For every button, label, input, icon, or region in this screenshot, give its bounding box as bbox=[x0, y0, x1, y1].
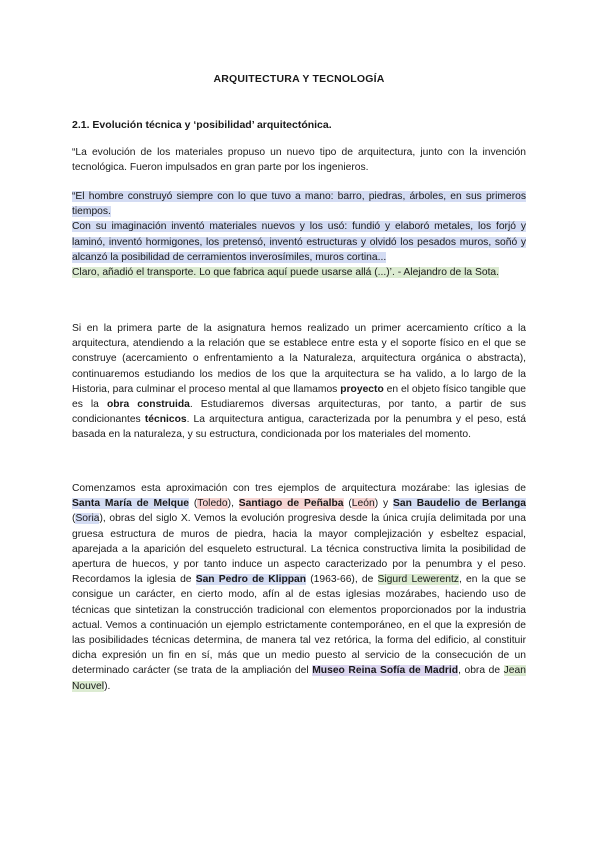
p3-text-a: Comenzamos esta aproximación con tres ejemplos de arquitectura mozárabe: las iglesias de bbox=[72, 483, 526, 494]
body-paragraph-2 bbox=[72, 321, 526, 443]
church-san-baudelio: San Baudelio de Berlanga bbox=[393, 498, 527, 510]
quote-line-1: “El hombre construyó siempre con lo que tuvo a mano: barro, piedras, árboles, en sus primeros tiempos. bbox=[72, 191, 526, 218]
p3-text-f: ). bbox=[104, 680, 111, 692]
place-leon: León bbox=[351, 498, 375, 510]
p2-term-obra: obra construida bbox=[106, 399, 190, 411]
quote-line-3: Claro, añadió el transporte. Lo que fabrica aquí puede usarse allá (...)’. - bbox=[72, 267, 404, 279]
church-klippan: San Pedro de Klippan bbox=[195, 574, 307, 586]
quote-block bbox=[72, 189, 526, 280]
architect-lewerentz: Sigurd Lewerentz bbox=[377, 574, 459, 586]
p2-text-e: . Estudiaremos diversas arquitecturas, por tanto, a partir de sus condicionantes bbox=[72, 399, 526, 426]
body-paragraph-3: Comenzamos esta aproximación con tres ejemplos de arquitectura mozárabe: las iglesias de Santa María de Melque (Toledo), Santiago de Peñalba (León) y San Baudelio de Berlanga (Soria), obras del siglo X. Vemos la evolución progresiva desde la única crujía delimitada por una gruesa estructura de muros de piedra, hacia la mayor complejización y esbeltez espacial, aparejada a la aparición del esqueleto estructural. La técnica constructiva limita la posibilidad de apertura de huecos, y por tanto induce un aspecto caracterizado por la penumbra y el peso. Recordamos la iglesia de San Pedro de Klippan (1963-66), de Sigurd Lewerentz, en la que se consigue un carácter, en cierto modo, afín al de estas iglesias mozárabes, haciendo uso de técnicas que sintetizan la construcción tradicional con elementos proporcionados por la industria actual. Vemos a continuación un ejemplo estrictamente contemporáneo, en el que la expresión de las posibilidades técnicas determina, de manera tal vez retórica, la forma del edificio, al constituir dicha expresión un fin en sí, más que un medio puesto al servicio de la consecución de un determinado carácter (se trata de la ampliación del Museo Reina Sofía de Madrid, obra de Jean Nouvel). bbox=[72, 483, 527, 692]
p2-term-proyecto: proyecto bbox=[340, 383, 384, 395]
p3-text-e: , obra de bbox=[458, 665, 504, 677]
p2-text-c: en el objeto físico tangible que es la bbox=[72, 383, 526, 411]
document-title: ARQUITECTURA Y TECNOLOGÍA bbox=[213, 73, 385, 85]
p2-term-tecnicos: técnicos bbox=[144, 414, 187, 426]
place-soria: Soria bbox=[75, 513, 100, 525]
church-santiago: Santiago de Peñalba bbox=[238, 498, 344, 510]
quote-line-2: Con su imaginación inventó materiales nuevos y los usó: fundió y elaboró metales, los forjó y laminó, inventó hormigones, los pretensó, inventó estructuras y olvidó los pesados muros, soñó y alcanzó la posibilidad de cerramientos inverosímiles, muros cortina... bbox=[72, 221, 526, 263]
place-toledo: Toledo bbox=[197, 498, 228, 510]
museum-reina-sofia: Museo Reina Sofía de Madrid bbox=[312, 665, 459, 677]
p3-text-d: , en la que se consigue un carácter, en cierto modo, afín al de estas iglesias mozárabes, haciendo uso de técnicas que sintetizan la construcción tradicional con elementos proporcionados por la industria actual. Vemos a continuación un ejemplo estrictamente contemporáneo, en el que la expresión de las posibilidades técnicas determina, de manera tal vez retórica, la forma del edificio, al constituir dicha expresión un fin en sí, más que un medio puesto al servicio de la consecución de un determinado carácter (se trata de la ampliación del bbox=[72, 574, 527, 677]
section-heading: 2.1. Evolución técnica y ‘posibilidad’ arquitectónica. bbox=[72, 119, 332, 131]
p3-text-b: , obras del siglo X. Vemos la evolución progresiva desde la única crujía delimitada por una gruesa estructura de muros de piedra, hacia la mayor complejización y esbeltez espacial, aparejada a la aparición del esqueleto estructural. La técnica constructiva limita la posibilidad de apertura de huecos, y por tanto induce un aspecto caracterizado por la penumbra y el peso. Recordamos la iglesia de bbox=[72, 513, 526, 586]
p2-text-a: Si en la primera parte de la asignatura hemos realizado un primer acercamiento crítico a la arquitectura, atendiendo a la relación que se establece entre esta y el soporte físico en el que se construye (acercamiento o enfrentamiento a la Naturaleza, arquitectura orgánica o abstracta), continuaremos estudiando los medios de los que la arquitectura se ha valido, a lo largo de la Historia, para culminar el proceso mental al que llamamos bbox=[72, 323, 526, 395]
intro-paragraph: “La evolución de los materiales propuso un nuevo tipo de arquitectura, junto con la invención tecnológica. Fueron impulsados en gran parte por los ingenieros. bbox=[72, 147, 526, 174]
p2-text-g: . La arquitectura antigua, caracterizada por la penumbra y el peso, está basada en la naturaleza, y su estructura, condicionada por los materiales del momento. bbox=[72, 414, 526, 441]
p3-text-c: (1963-66), de bbox=[306, 574, 378, 586]
church-santa-maria: Santa María de Melque bbox=[72, 498, 189, 510]
quote-author: Alejandro de la Sota. bbox=[403, 267, 500, 279]
architect-nouvel: Jean Nouvel bbox=[72, 665, 526, 692]
